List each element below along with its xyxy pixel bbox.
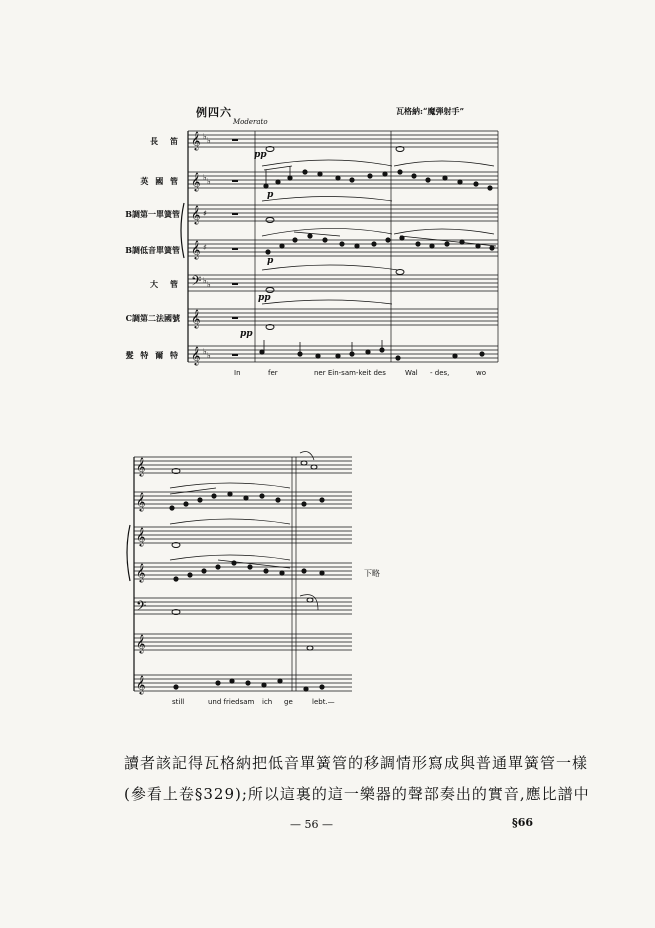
svg-text:♭: ♭: [207, 351, 211, 360]
tempo-marking: Moderato: [233, 118, 268, 126]
body-text-line: (參看上卷§329);所以這裏的這一樂器的聲部奏出的實音,應比譜中: [124, 785, 590, 803]
dynamic-p: p: [267, 256, 274, 266]
svg-text:𝄞: 𝄞: [136, 634, 146, 653]
dynamic-pp: pp: [254, 150, 267, 160]
svg-text:♭: ♭: [207, 280, 211, 289]
svg-text:♭: ♭: [207, 136, 211, 145]
lyric: - des,: [430, 369, 450, 377]
svg-text:𝄞: 𝄞: [191, 346, 201, 365]
example-label: 例四六: [196, 106, 232, 119]
example-caption: 瓦格納:“魔弾射手”: [396, 106, 465, 116]
svg-text:𝄞: 𝄞: [191, 240, 201, 259]
svg-text:𝄞: 𝄞: [191, 172, 201, 191]
dynamic-pp: pp: [258, 293, 271, 303]
instrument-label-english-horn: 英 國 管: [140, 176, 180, 186]
svg-text:𝄞: 𝄞: [136, 527, 146, 546]
instrument-label-flute: 長 笛: [150, 136, 180, 146]
instrument-label-voice: 髮 特 爾 特: [125, 350, 180, 360]
section-number: §66: [512, 816, 534, 829]
instrument-label-horn: C調第二法國號: [125, 313, 180, 323]
svg-text:♭: ♭: [203, 276, 207, 285]
lyric: ner Ein-sam-keit des: [314, 369, 386, 377]
svg-text:♭: ♭: [207, 177, 211, 186]
svg-text:𝄢: 𝄢: [191, 273, 202, 292]
omission-note: 下略: [364, 569, 380, 578]
instrument-label-bass-clarinet: B調低音單簧管: [125, 245, 180, 255]
svg-text:𝄞: 𝄞: [191, 309, 201, 328]
page-number: — 56 —: [290, 818, 333, 831]
lyric: fer: [268, 369, 278, 377]
lyric: still: [172, 698, 185, 706]
dynamic-pp: pp: [240, 329, 253, 339]
svg-text:𝄢: 𝄢: [136, 598, 147, 617]
svg-text:♯: ♯: [203, 243, 207, 252]
lyric: In: [234, 369, 241, 377]
svg-text:𝄞: 𝄞: [136, 492, 146, 511]
lyric: ge: [284, 698, 293, 706]
svg-text:𝄞: 𝄞: [136, 563, 146, 582]
svg-text:𝄞: 𝄞: [136, 675, 146, 694]
svg-text:♭: ♭: [203, 173, 207, 182]
dynamic-p: p: [267, 190, 274, 200]
instrument-label-clarinet: B調第一單簧管: [125, 209, 180, 219]
lyric: Wal: [405, 369, 418, 377]
lyric: ich: [262, 698, 273, 706]
svg-text:♯: ♯: [203, 209, 207, 218]
svg-text:𝄞: 𝄞: [191, 131, 201, 150]
svg-text:𝄞: 𝄞: [136, 457, 146, 476]
svg-text:♭: ♭: [203, 347, 207, 356]
body-text-line: 讀者該記得瓦格納把低音單簧管的移調情形寫成與普通單簧管一樣: [124, 754, 589, 772]
lyric: wo: [476, 369, 487, 377]
lyric: und friedsam: [208, 698, 255, 706]
instrument-label-bassoon: 大 管: [150, 279, 180, 289]
lyric: lebt.—: [312, 698, 335, 706]
svg-text:♭: ♭: [203, 132, 207, 141]
svg-text:𝄞: 𝄞: [191, 205, 201, 224]
